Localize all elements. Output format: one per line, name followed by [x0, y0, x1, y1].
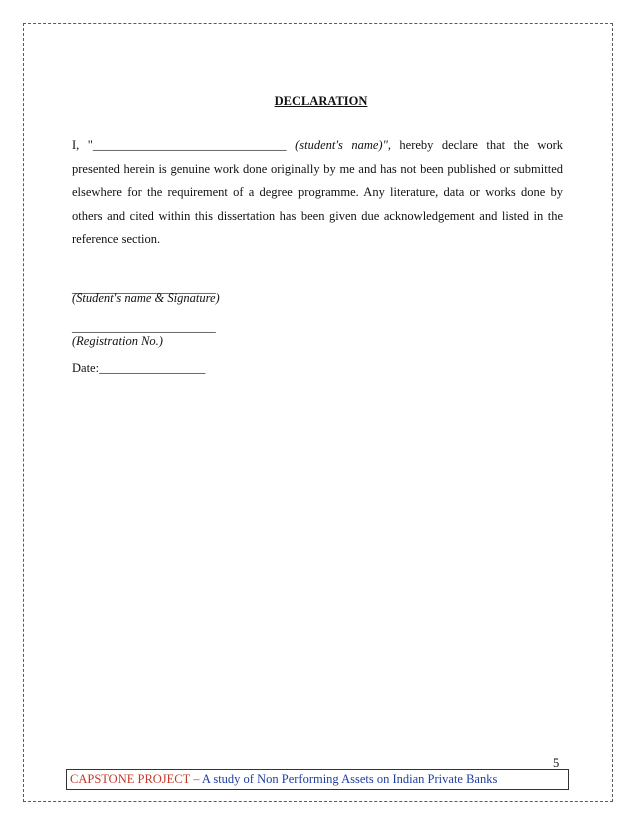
date-label: Date:: [72, 361, 100, 375]
footer-project-title: A study of Non Performing Assets on Indian Private Banks: [201, 772, 498, 786]
signature-caption: (Student's name & Signature): [72, 291, 220, 305]
signature-line: _______________________: [72, 281, 216, 295]
body-text: hereby declare that the work presented herein is genuine work done originally by me and has not been published or submitted elsewhere for the requirement of a degree programme. Any literature, data or works done by others and cited within this dissertation has been given due acknowledgement and listed in the reference section.: [72, 138, 564, 246]
registration-caption: (Registration No.): [72, 334, 163, 348]
student-name-blank: _______________________________: [92, 138, 287, 152]
declaration-title: DECLARATION: [274, 94, 368, 108]
date-field: [72, 360, 205, 376]
footer-banner: [66, 769, 569, 790]
declaration-paragraph: [72, 134, 563, 252]
registration-line: _______________________: [72, 320, 216, 334]
page-number: 5: [553, 756, 560, 770]
student-name-hint: (student's name)",: [286, 138, 391, 152]
footer-dash: –: [190, 772, 202, 786]
footer-project-label: CAPSTONE PROJECT: [70, 772, 191, 786]
body-prefix: I, ": [72, 138, 93, 152]
date-blank: _________________: [99, 361, 206, 375]
